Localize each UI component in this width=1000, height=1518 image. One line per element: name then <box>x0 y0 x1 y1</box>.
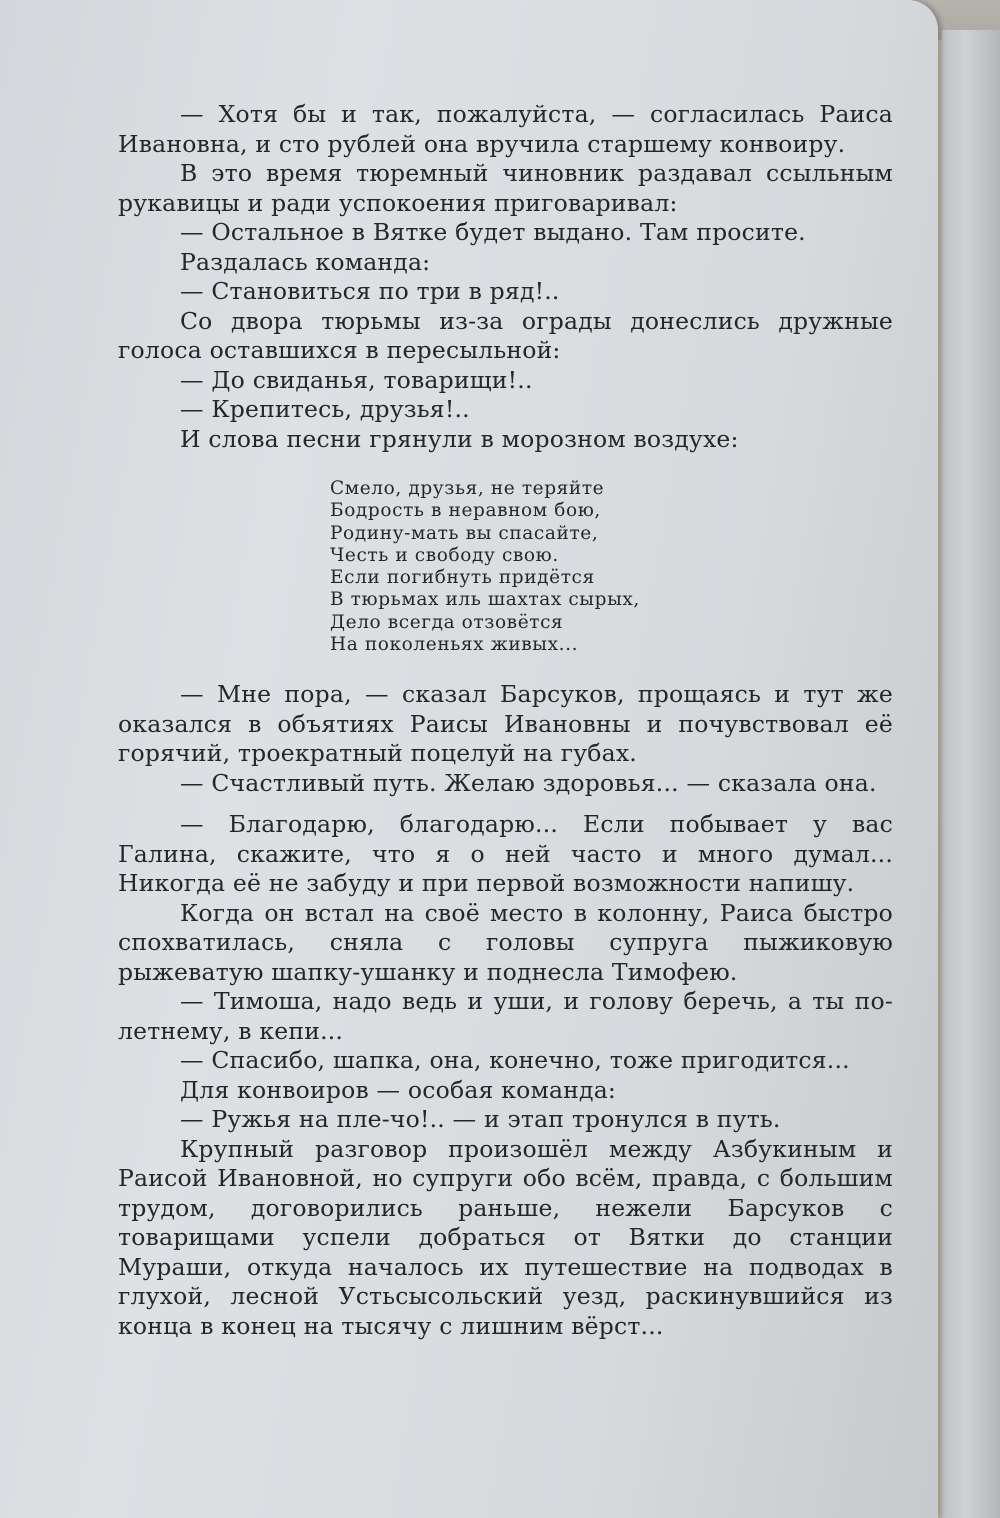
paragraph: Со двора тюрьмы из-за ограды донеслись дружные голоса оставшихся в пересыльной: <box>118 306 893 364</box>
poem-line: В тюрьмах иль шахтах сырых, <box>330 589 640 611</box>
paragraph: Крупный разговор произошёл между Азбукиным и Раисой Ивановной, но супруги обо всём, правда, с большим трудом, договорились раньше, нежели Барсуков с товарищами успели добраться от Вятки до станции Мураши, откуда началось их путешествие на подводах в глухой, лесной Устьсысольский уезд, раскинувшийся из конца в конец на тысячу с лишним вёрст... <box>118 1134 893 1340</box>
page-text <box>118 100 893 1341</box>
poem-line: Честь и свободу свою. <box>330 544 559 566</box>
paragraph: — Остальное в Вятке будет выдано. Там просите. <box>180 218 806 246</box>
paragraph: И слова песни грянули в морозном воздухе: <box>180 424 739 453</box>
paragraph: В это время тюремный чиновник раздавал ссыльным рукавицы и ради успокоения приговаривал: <box>118 159 893 217</box>
book-spine <box>942 30 1000 1518</box>
paragraph: — Мне пора, — сказал Барсуков, прощаясь и тут же оказался в объятиях Раисы Ивановны и почувствовал её горячий, троекратный поцелуй на губах. <box>118 680 893 768</box>
paragraph: Когда он встал на своё место в колонну, Раиса быстро спохватилась, сняла с головы супруга пыжиковую рыжеватую шапку-ушанку и поднесла Тимофею. <box>118 898 893 986</box>
paragraph: — Счастливый путь. Желаю здоровья... — сказала она. <box>180 768 877 797</box>
poem-line: Смело, друзья, не теряйте <box>330 478 605 499</box>
poem <box>330 478 893 656</box>
poem-line: Дело всегда отзовётся <box>330 611 564 633</box>
paragraph: — До свиданья, товарищи!.. <box>180 365 533 394</box>
paragraph: Для конвоиров — особая команда: <box>180 1075 617 1104</box>
paragraph: — Становиться по три в ряд!.. <box>180 277 560 305</box>
paragraph: — Ружья на пле-чо!.. — и этап тронулся в путь. <box>180 1105 781 1134</box>
paragraph: Раздалась команда: <box>180 247 431 276</box>
poem-line: Родину-мать вы спасайте, <box>330 522 599 544</box>
paragraph: — Благодарю, благодарю... Если побывает у вас Галина, скажите, что я о ней часто и много думал... Никогда её не забуду и при первой возможности напишу. <box>118 810 893 898</box>
paragraph: — Хотя бы и так, пожалуйста, — согласилась Раиса Ивановна, и сто рублей она вручила старшему конвоиру. <box>118 100 893 158</box>
poem-line: Бодрость в неравном бою, <box>330 500 601 522</box>
paragraph: — Тимоша, надо ведь и уши, и голову беречь, а ты по-летнему, в кепи... <box>118 987 893 1045</box>
poem-line: На поколеньях живых... <box>330 634 579 656</box>
paragraph: — Крепитесь, друзья!.. <box>180 395 470 423</box>
paragraph: — Спасибо, шапка, она, конечно, тоже пригодится... <box>180 1046 850 1075</box>
poem-line: Если погибнуть придётся <box>330 567 595 589</box>
